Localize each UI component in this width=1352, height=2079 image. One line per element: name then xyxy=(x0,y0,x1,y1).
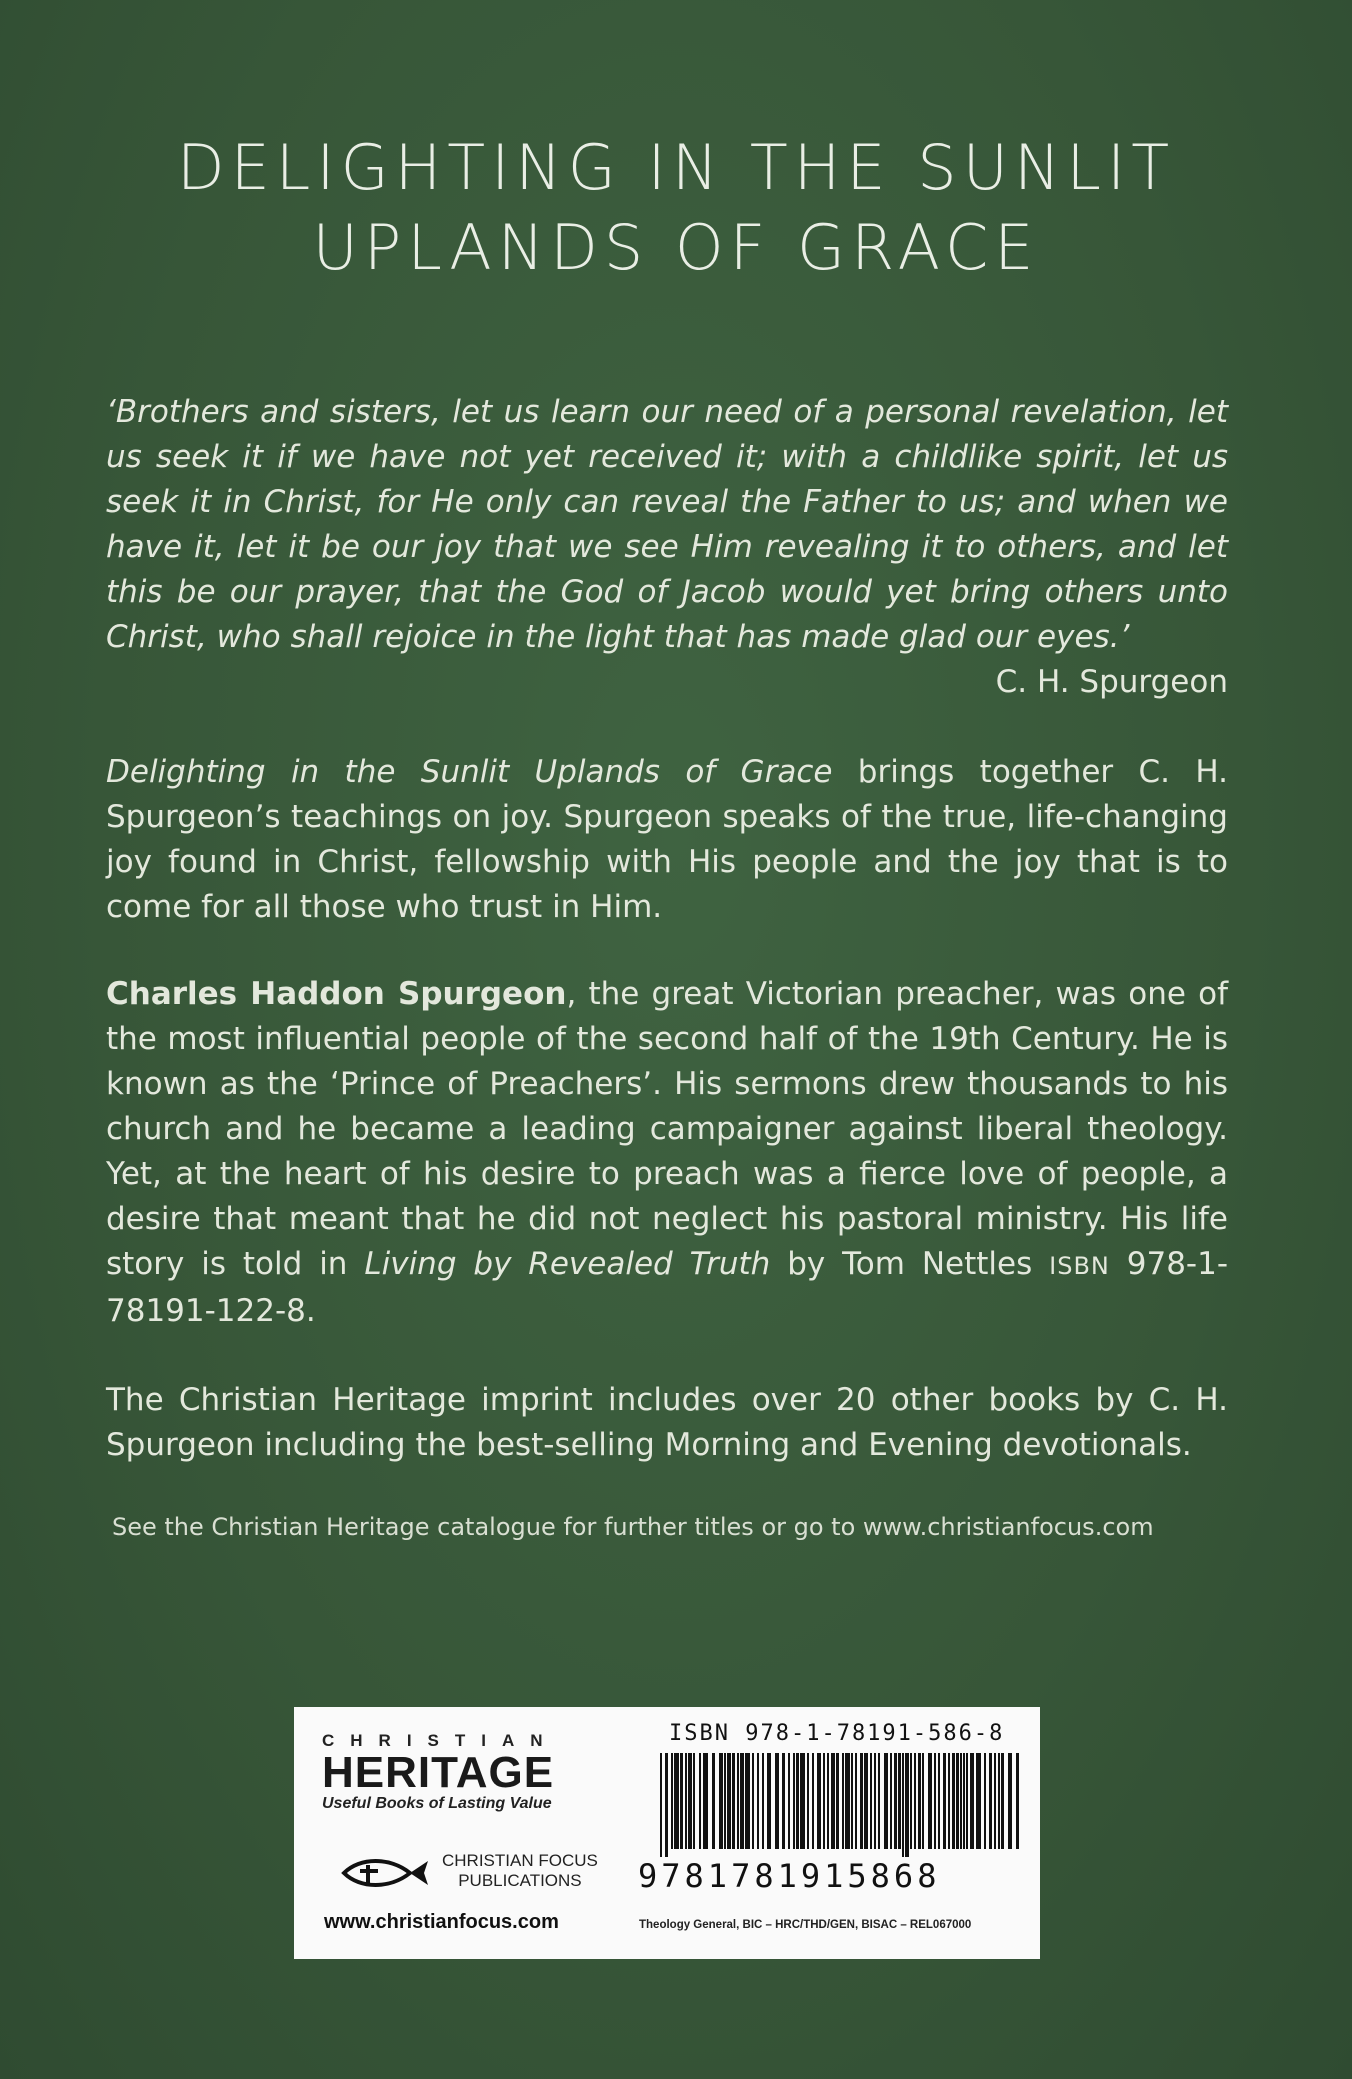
barcode-bar xyxy=(989,1753,992,1849)
barcode-bar xyxy=(807,1753,809,1849)
barcode-bar xyxy=(712,1753,715,1849)
bio-book-title: Living by Revealed Truth xyxy=(364,1246,771,1282)
barcode-bar xyxy=(864,1753,868,1849)
barcode-bar xyxy=(782,1753,785,1849)
barcode-bar xyxy=(724,1753,726,1849)
fish-icon xyxy=(338,1855,434,1891)
barcode-bar xyxy=(890,1753,892,1849)
cover-title xyxy=(0,128,1352,288)
barcode-bar xyxy=(966,1753,968,1849)
barcode-bar xyxy=(793,1753,795,1849)
barcode-bar xyxy=(884,1753,888,1849)
imprint-note: The Christian Heritage imprint includes over 20 other books by C. H. Spurgeon including the best-selling Morning and Evening devotionals. xyxy=(106,1382,1228,1463)
barcode-bar xyxy=(994,1753,996,1849)
barcode-bar xyxy=(914,1753,916,1849)
title-line-1: DELIGHTING IN THE SUNLIT xyxy=(176,131,1176,204)
barcode-bar xyxy=(898,1753,901,1849)
barcode-bar xyxy=(874,1753,876,1849)
barcode-bar xyxy=(1008,1753,1012,1849)
logo-heritage-text: HERITAGE xyxy=(322,1748,555,1797)
barcode-bar xyxy=(855,1753,857,1849)
isbn-number: ISBN 978-1-78191-586-8 xyxy=(669,1721,1005,1746)
publisher-line-1: CHRISTIAN FOCUS xyxy=(442,1851,598,1870)
barcode-bar xyxy=(956,1753,959,1849)
barcode-bar xyxy=(703,1753,708,1849)
book-blurb xyxy=(106,750,1228,930)
barcode-bar xyxy=(998,1753,1000,1849)
blurb-book-title: Delighting in the Sunlit Uplands of Grace xyxy=(106,754,833,790)
barcode-bar xyxy=(960,1753,962,1849)
barcode-bar xyxy=(984,1753,986,1849)
barcode-bar xyxy=(934,1753,936,1849)
barcode-bar xyxy=(831,1753,835,1849)
barcode-bar xyxy=(823,1753,825,1849)
barcode-bar xyxy=(767,1753,771,1849)
barcode-bar xyxy=(674,1753,679,1849)
barcode xyxy=(656,1753,1026,1857)
barcode-bar xyxy=(827,1753,829,1849)
barcode-bar xyxy=(757,1753,759,1849)
barcode-bar xyxy=(842,1753,844,1849)
barcode-bar xyxy=(938,1753,940,1849)
barcode-bar xyxy=(928,1753,932,1849)
barcode-bar xyxy=(699,1753,701,1849)
barcode-bar xyxy=(905,1753,909,1857)
bio-isbn: 978-1-78191-122-8. xyxy=(106,1246,1229,1329)
barcode-bar xyxy=(894,1753,897,1849)
spurgeon-quote xyxy=(106,390,1228,705)
barcode-digits: 9781781915868 xyxy=(638,1857,941,1895)
barcode-bar xyxy=(665,1753,668,1857)
barcode-bar xyxy=(800,1753,805,1849)
bio-isbn-label: ISBN xyxy=(1049,1252,1110,1280)
barcode-bar xyxy=(660,1753,662,1857)
barcode-bar xyxy=(752,1753,754,1849)
publisher-name xyxy=(442,1851,598,1891)
publisher-website: www.christianfocus.com xyxy=(324,1911,559,1933)
barcode-bar xyxy=(870,1753,872,1849)
barcode-bar xyxy=(745,1753,750,1849)
barcode-bar xyxy=(922,1753,924,1849)
author-name: Charles Haddon Spurgeon xyxy=(106,976,567,1012)
barcode-bar xyxy=(732,1753,735,1849)
bio-text-1: , the great Victorian preacher, was one of the most influential people of the second half of the 19th Century. He is known as the ‘Prince of Preachers’. His sermons drew thousands to his church and he became a leading campaigner against liberal theology. Yet, at the heart of his desire to preach was a fierce love of people, a desire that meant that he did not neglect his pastoral ministry. His life story is told in xyxy=(106,976,1228,1282)
barcode-bar xyxy=(851,1753,853,1849)
barcode-bar xyxy=(796,1753,799,1849)
barcode-bar xyxy=(948,1753,950,1849)
bio-text-2: by Tom Nettles xyxy=(770,1246,1050,1282)
barcode-bar xyxy=(775,1753,779,1849)
quote-text: ‘Brothers and sisters, let us learn our need of a personal revelation, let us seek it if we have not yet received it; with a childlike spirit, let us seek it in Christ, for He only can reveal the Father to us; and when we have it, let it be our joy that we see Him revealing it to others, and let this be our prayer, that the God of Jacob would yet bring others unto Christ, who shall rejoice in the light that has made glad our eyes.’ xyxy=(106,394,1228,655)
christian-focus-logo xyxy=(338,1847,598,1897)
barcode-bar xyxy=(976,1753,981,1849)
barcode-bar xyxy=(719,1753,723,1849)
barcode-bar xyxy=(918,1753,921,1849)
logo-tagline: Useful Books of Lasting Value xyxy=(322,1795,552,1812)
barcode-bar xyxy=(902,1753,904,1857)
barcode-bar xyxy=(1016,1753,1019,1849)
classification-codes: Theology General, BIC – HRC/THD/GEN, BISAC – REL067000 xyxy=(639,1919,972,1931)
christian-heritage-logo xyxy=(322,1731,592,1813)
title-line-2: UPLANDS OF GRACE xyxy=(312,211,1040,284)
barcode-bar xyxy=(943,1753,946,1849)
catalogue-note: See the Christian Heritage catalogue for further titles or go to www.christianfocus.com xyxy=(112,1513,1154,1541)
barcode-bar xyxy=(878,1753,880,1849)
barcode-bar xyxy=(910,1753,912,1849)
barcode-bar xyxy=(737,1753,739,1849)
barcode-bar xyxy=(680,1753,683,1849)
barcode-bar xyxy=(693,1753,695,1849)
publisher-barcode-label xyxy=(294,1707,1040,1959)
publisher-line-2: PUBLICATIONS xyxy=(458,1871,582,1890)
quote-attribution: C. H. Spurgeon xyxy=(995,664,1228,700)
logo-christian-text: CHRISTIAN xyxy=(322,1731,559,1750)
blurb-text: brings together C. H. Spurgeon’s teachings on joy. Spurgeon speaks of the true, life-changing joy found in Christ, fellowship with His people and the joy that is to come for all those who trust in Him. xyxy=(106,754,1228,925)
barcode-bar xyxy=(812,1753,814,1849)
barcode-bar xyxy=(740,1753,744,1849)
barcode-bar xyxy=(762,1753,764,1849)
author-bio xyxy=(106,972,1228,1334)
barcode-bar xyxy=(688,1753,692,1849)
barcode-bar xyxy=(963,1753,965,1849)
barcode-bar xyxy=(836,1753,839,1849)
barcode-bar xyxy=(727,1753,731,1849)
barcode-bar xyxy=(860,1753,863,1849)
barcode-bar xyxy=(1001,1753,1004,1849)
barcode-bar xyxy=(952,1753,955,1849)
barcode-bar xyxy=(788,1753,790,1849)
barcode-bar xyxy=(671,1753,673,1849)
barcode-bar xyxy=(685,1753,687,1849)
barcode-bar xyxy=(970,1753,974,1849)
barcode-bar xyxy=(817,1753,821,1849)
barcode-bar xyxy=(845,1753,850,1849)
